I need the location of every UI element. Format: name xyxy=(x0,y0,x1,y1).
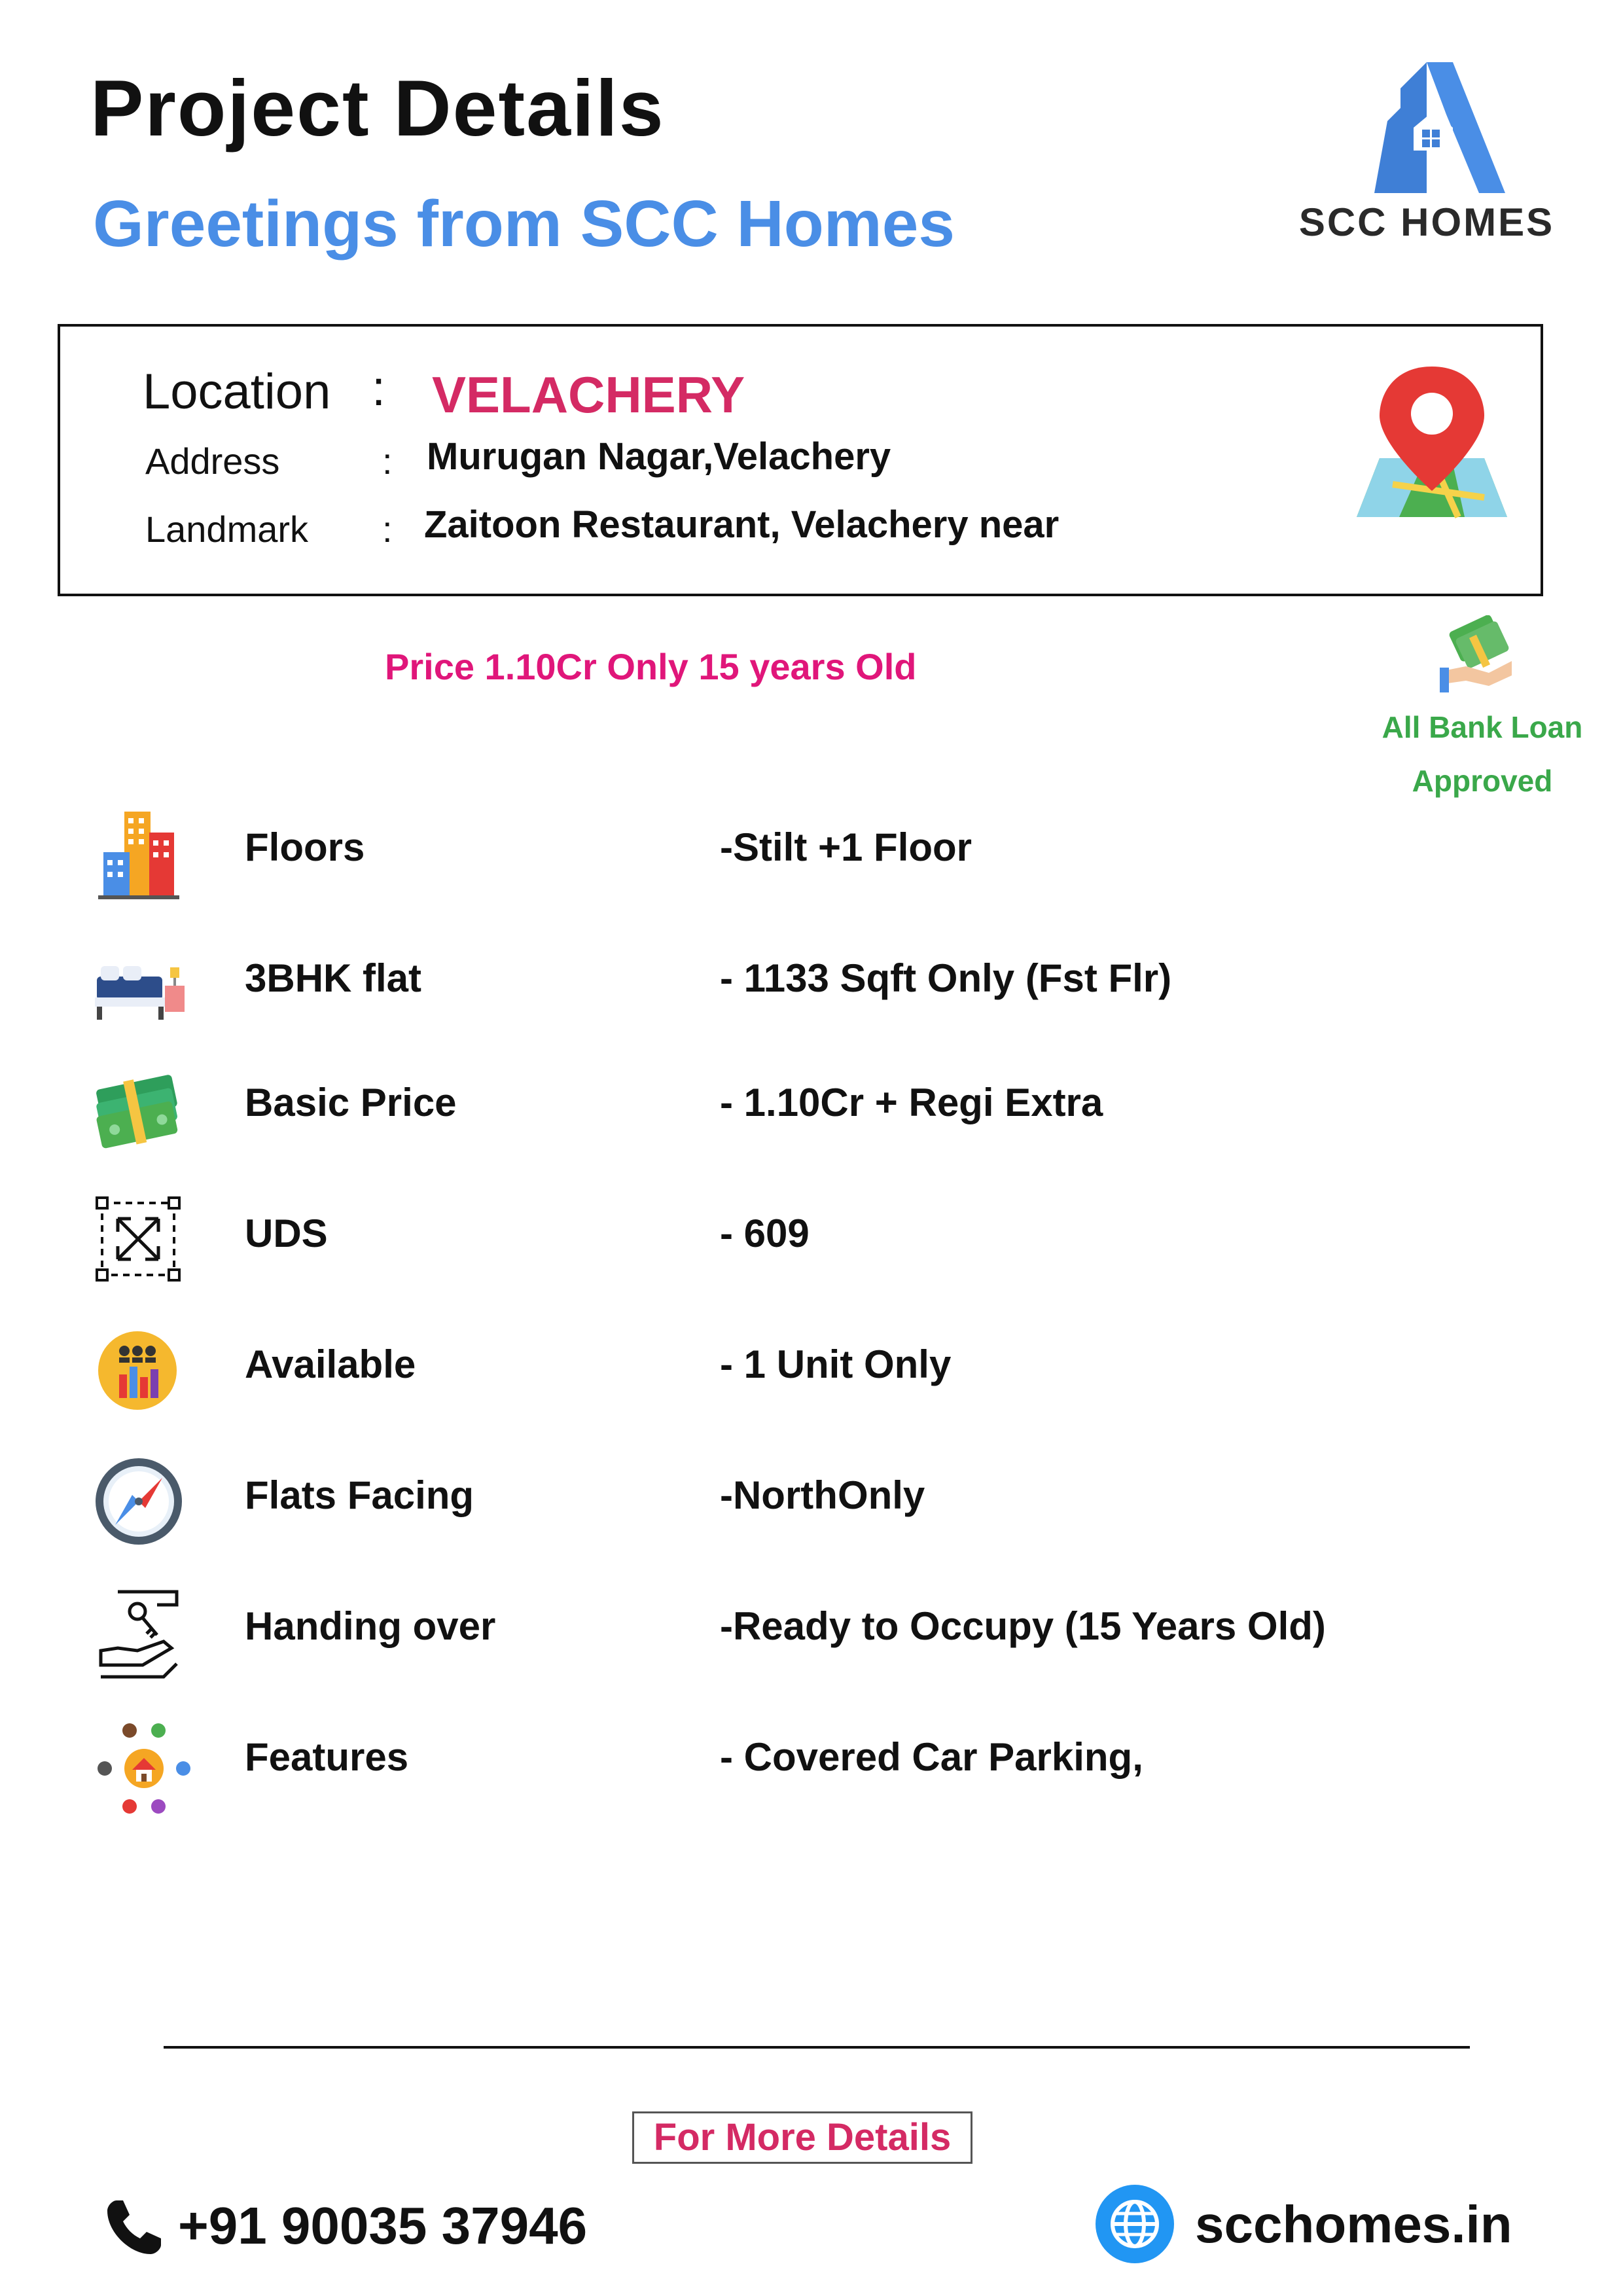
landmark-value: Zaitoon Restaurant, Velachery near xyxy=(424,503,1060,546)
phone-number[interactable]: +91 90035 37946 xyxy=(178,2197,588,2255)
loan-line-2: Approved xyxy=(1412,764,1553,798)
detail-label: Flats Facing xyxy=(245,1473,474,1517)
footer-divider xyxy=(164,2046,1470,2049)
features-icon xyxy=(92,1716,190,1814)
address-colon: : xyxy=(382,440,393,482)
website-link[interactable]: scchomes.in xyxy=(1195,2195,1512,2253)
detail-value: - Covered Car Parking, xyxy=(720,1735,1143,1779)
detail-row xyxy=(0,1193,1623,1323)
brand-name: SCC HOMES xyxy=(1298,200,1555,244)
detail-row xyxy=(0,806,1623,937)
detail-label: Features xyxy=(245,1735,409,1779)
availability-icon xyxy=(92,1323,190,1422)
map-pin-icon xyxy=(1353,367,1510,527)
location-value: VELACHERY xyxy=(432,366,745,423)
detail-label: Floors xyxy=(245,825,365,869)
detail-value: - 1133 Sqft Only (Fst Flr) xyxy=(720,956,1172,1000)
detail-label: Handing over xyxy=(245,1604,496,1648)
area-icon xyxy=(92,1193,190,1291)
detail-value: -Stilt +1 Floor xyxy=(720,825,972,869)
price-summary: Price 1.10Cr Only 15 years Old xyxy=(385,646,917,687)
detail-row xyxy=(0,1716,1623,1847)
detail-value: - 1 Unit Only xyxy=(720,1342,952,1386)
detail-value: - 609 xyxy=(720,1211,810,1255)
money-icon xyxy=(92,1062,190,1160)
phone-icon xyxy=(105,2198,164,2260)
more-details-label: For More Details xyxy=(632,2111,972,2164)
landmark-colon: : xyxy=(382,509,393,550)
house-logo-icon xyxy=(1348,62,1505,193)
loan-approved-text xyxy=(1361,700,1603,808)
compass-icon xyxy=(92,1454,190,1552)
bank-loan-icon xyxy=(1440,615,1518,697)
detail-row xyxy=(0,1454,1623,1585)
globe-icon xyxy=(1094,2183,1175,2268)
address-label: Address xyxy=(145,440,280,482)
detail-row xyxy=(0,1323,1623,1454)
detail-label: 3BHK flat xyxy=(245,956,422,1000)
greeting-text: Greetings from SCC Homes xyxy=(93,187,955,260)
address-value: Murugan Nagar,Velachery xyxy=(427,435,891,478)
brand-logo xyxy=(1296,62,1558,259)
landmark-label: Landmark xyxy=(145,509,309,550)
bed-icon xyxy=(92,937,190,1035)
detail-label: Basic Price xyxy=(245,1081,457,1124)
detail-label: UDS xyxy=(245,1211,328,1255)
detail-label: Available xyxy=(245,1342,416,1386)
detail-row xyxy=(0,937,1623,1068)
detail-value: -NorthOnly xyxy=(720,1473,925,1517)
loan-line-1: All Bank Loan xyxy=(1382,710,1583,744)
detail-row xyxy=(0,1585,1623,1716)
detail-value: - 1.10Cr + Regi Extra xyxy=(720,1081,1103,1124)
page-title: Project Details xyxy=(90,63,665,152)
key-handover-icon xyxy=(92,1585,190,1683)
location-label: Location xyxy=(143,364,331,420)
detail-value: -Ready to Occupy (15 Years Old) xyxy=(720,1604,1326,1648)
detail-row xyxy=(0,1062,1623,1193)
building-icon xyxy=(92,806,190,905)
location-colon: : xyxy=(372,361,386,416)
